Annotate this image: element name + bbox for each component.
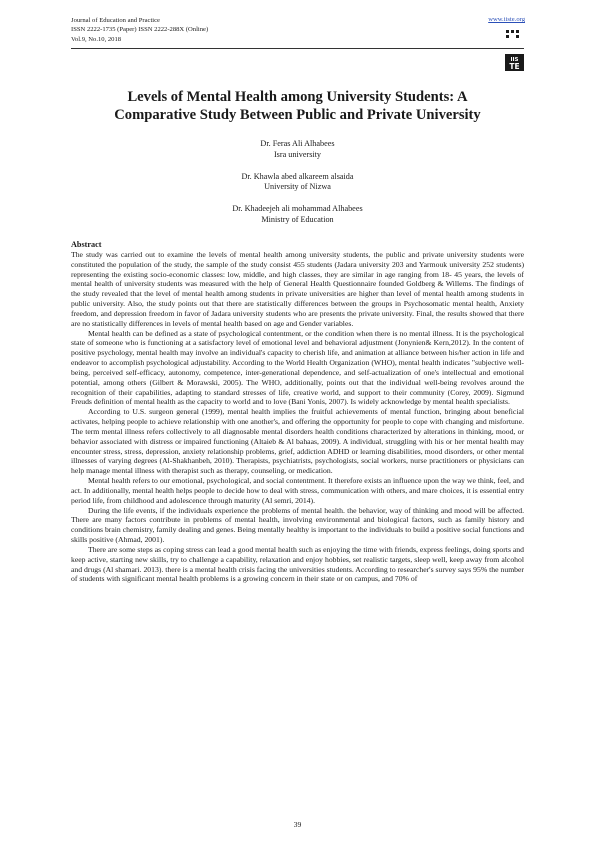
body-paragraph: There are some steps as coping stress can lead a good mental health such as enjoying the time with friends, express feelings, doing sports and keep active, starting new skills, try to challenge a capability, relaxation and enjoy hobbies, set realistic targets, sleep well, keep away from alcohol and drugs (Al shamari. 2013). there is a mental health crisis facing the universities students. According to researcher's survey says 95% the number of students with significant mental health problems is a growing concern in their state or on campus, and 70% of (71, 544, 524, 584)
author-list (71, 139, 524, 237)
abstract-heading: Abstract (71, 240, 102, 249)
body-text (71, 250, 524, 584)
body-paragraph: According to U.S. surgeon general (1999), mental health implies the fruitful achievements of mental function, bringing about beneficial activates, helping people to achieve relationship with one another's, and offering the opportunity for people to cope with changing and misfortune. The term mental illness refers collectively to all diagnosable mental disorders health conditions characterized by alterations in thinking, mood, or behavior associated with distress or impaired functioning (Altaieb & Al bahaas, 2009). A individual, struggling with his or her mental health may encounter stress, stress, depression, anxiety relationship problems, grief, addiction ADHD or learning disabilities, mood disorders, or other mental illnesses of varying degrees (Al-Shakhanbeh, 2010). Therapists, psychiatrists, psychologists, social workers, nurse practitioners or physicians can help manage mental illness with therapist such as therapy, counseling, or medication. (71, 407, 524, 476)
author-block (71, 172, 524, 193)
paper-title (71, 88, 524, 124)
body-paragraph: During the life events, if the individuals experience the problems of mental health. the behavior, way of thinking and mood will be affected. There are many factors contribute in problems of mental health, involving environmental and biological factors, such as family history and conditions brain chemistry, family dealing and genes. Being mentally healthy is important to the individuals to build a positive social functions and skills positive (Ahmad, 2001). (71, 505, 524, 545)
header-divider (71, 48, 524, 49)
author-name: Dr. Feras Ali Alhabees (260, 139, 335, 148)
author-affiliation: Isra university (273, 149, 322, 159)
svg-text:IIS: IIS (510, 57, 519, 63)
journal-volume: Vol.9, No.10, 2018 (71, 35, 122, 43)
page-number: 39 (293, 820, 302, 829)
journal-header (71, 16, 371, 44)
author-affiliation: Ministry of Education (261, 214, 334, 224)
author-block (71, 204, 524, 225)
author-name: Dr. Khadeejeh ali mohammad Alhabees (232, 204, 363, 214)
journal-url-link[interactable]: www.iiste.org (488, 16, 525, 23)
journal-name: Journal of Education and Practice (71, 17, 160, 24)
author-name: Dr. Khawla abed alkareem alsaida (241, 171, 354, 181)
author-block (71, 139, 524, 160)
iiste-logo-icon (504, 28, 525, 72)
journal-issn: ISSN 2222-1735 (Paper) ISSN 2222-288X (Online) (71, 26, 209, 34)
svg-text:TE: TE (509, 62, 520, 71)
author-affiliation: University of Nizwa (264, 182, 331, 192)
body-paragraph: Mental health can be defined as a state of psychological contentment, or the condition when there is no mental illness. It is the psychological state of someone who is functioning at a satisfactory level of emotional level and behavioral adjustment (Jonynien& Kern,2012). In the content of positive psychology, mental health may involve an individual's capacity to cherish life, and animation at alliance between his/her action in life and endeavor to accomplish psychological adjustability. According to the World Health Organization (WHO), mental health indicates "subjective well-being, perceived self-efficacy, autonomy, competence, inter-generational dependence, and self-actualization of one's intellectual and emotional potential, among others (Gilbert & Morawski, 2005). The WHO, additionally, points out that the individual well-being revolves around the recognition of their capabilities, adapting to standard stresses of life, creative world, and support to their community (Corey, 2009). Sigmund Freuds definition of mental health as the capacity to world and to love (Bani Yonis, 2007). Is widely acknowledge by mental health specialists. (71, 328, 524, 407)
body-paragraph: Mental health refers to our emotional, psychological, and social contentment. It therefore exists an influence upon the way we think, feel, and act. In additionally, mental health helps people to decide how to deal with stress, communication with others, and mare choices, it is essential entry period life, from childhood and adolescence through maturity (Al semri, 2014). (71, 476, 524, 505)
title-line-1: Levels of Mental Health among University Students: A (127, 89, 468, 105)
title-line-2: Comparative Study Between Public and Private University (114, 107, 481, 123)
abstract-paragraph: The study was carried out to examine the levels of mental health among university students, the public and private university students were constituted the population of the study, the sample of the study consist 455 students (Jadara university 203 and Yarmouk university 252 students) representing the existing socio-economic classes: low, middle, and high classes, they are similar in age ranging from 18- 45 years, the levels of mental health of university students was measured with the help of General Health Questionnaire founded Goldberg & Willems. The findings of the study revealed that the level of mental health among students in private universities are higher than level of mental health among students in public university. Also, the study points out that there are statistically differences between the groups in Psychosomatic mental health, Anxiety freedom, and depression freedom in favor of Jadara university students who are presents the private university. Final, the results showed that there are no statistically differences in levels of mental health based on age and Gender variables. (71, 250, 524, 328)
